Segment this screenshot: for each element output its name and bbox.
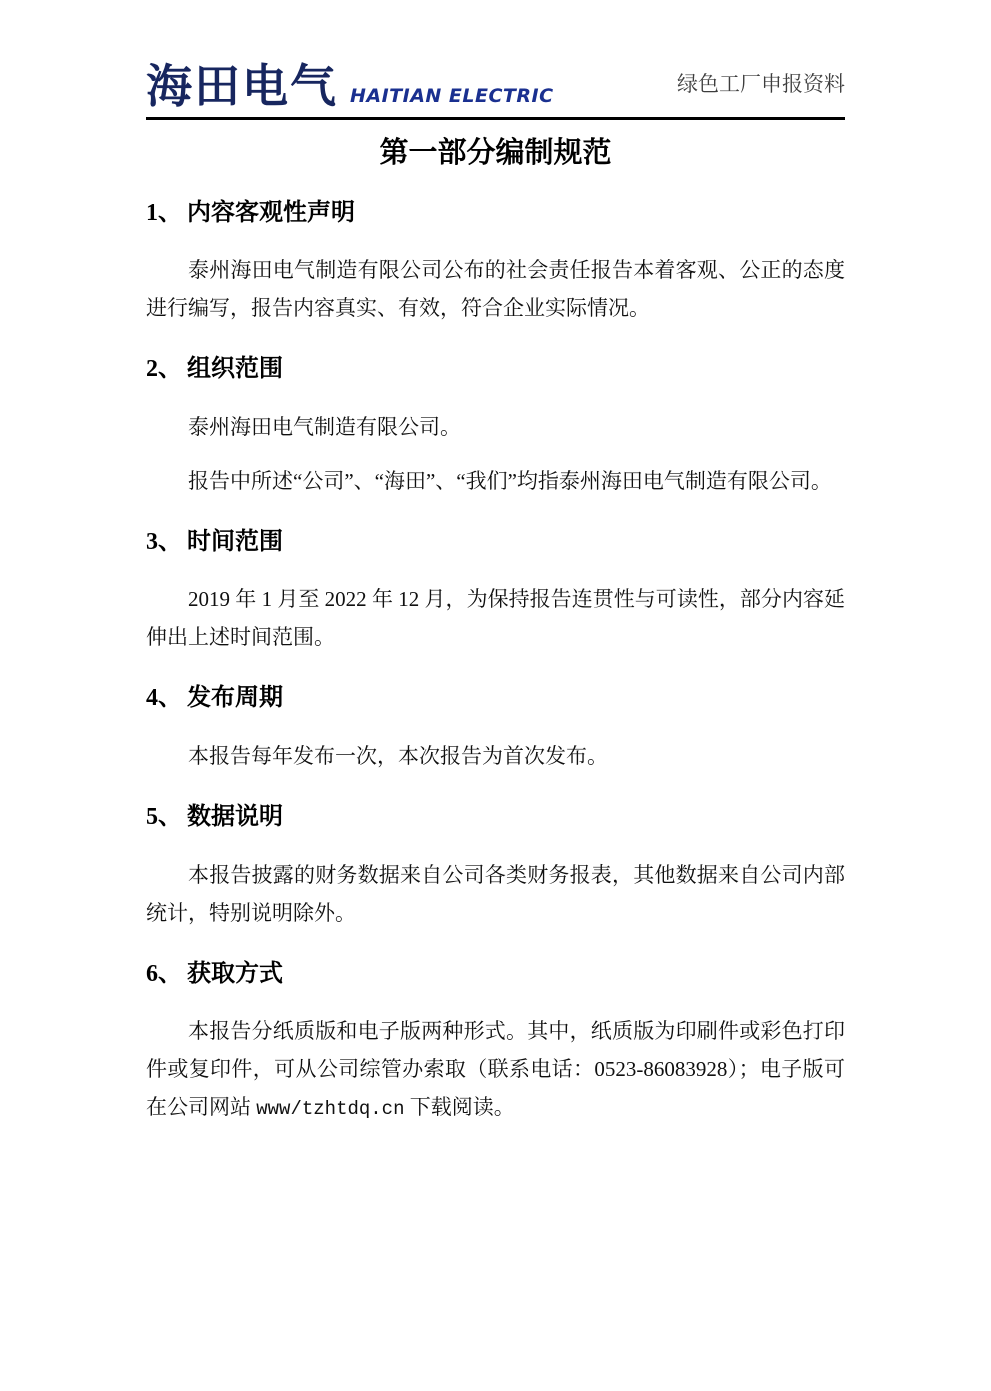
section-3-title: 时间范围	[187, 527, 283, 555]
header-doc-type-label: 绿色工厂申报资料	[677, 72, 845, 96]
page-title: 第一部分编制规范	[379, 136, 612, 169]
section-5-number: 5、	[146, 804, 182, 831]
section-2-number: 2、	[146, 356, 182, 383]
section-4	[146, 684, 845, 775]
section-3	[146, 528, 845, 657]
section-4-title: 发布周期	[187, 684, 283, 712]
section-1-title: 内容客观性声明	[187, 198, 355, 226]
section-2-title: 组织范围	[187, 355, 283, 383]
logo-en-text: HAITIAN ELECTRIC	[350, 84, 554, 107]
section-6-paragraph-text-before: 本报告分纸质版和电子版两种形式。其中，纸质版为印刷件或彩色打印件或复印件，可从公司综管办索取（联系电话：0523-86083928）；电子版可在公司网站	[146, 1019, 845, 1120]
company-logo	[146, 59, 554, 113]
section-3-number: 3、	[146, 528, 182, 555]
section-5-paragraph: 本报告披露的财务数据来自公司各类财务报表，其他数据来自公司内部统计，特别说明除外。	[146, 862, 845, 925]
masthead	[146, 59, 845, 120]
section-4-paragraph: 本报告每年发布一次，本次报告为首次发布。	[188, 744, 608, 769]
section-2-heading	[146, 355, 845, 384]
section-3-paragraph: 2019 年 1 月至 2022 年 12 月，为保持报告连贯性与可读性，部分内容延伸出上述时间范围。	[146, 587, 845, 650]
section-6-paragraph-text-after: 下载阅读。	[404, 1095, 515, 1120]
section-1	[146, 199, 845, 328]
section-6	[146, 960, 845, 1129]
section-3-heading	[146, 528, 845, 557]
section-1-number: 1、	[146, 199, 182, 226]
section-6-number: 6、	[146, 960, 182, 987]
logo-cn-text: 海田电气	[146, 59, 338, 113]
section-4-heading	[146, 684, 845, 713]
section-5	[146, 803, 845, 932]
section-6-paragraph	[146, 1012, 845, 1128]
company-website-url: www/tzhtdq.cn	[256, 1098, 405, 1121]
section-2-paragraph-2: 报告中所述“公司”、“海田”、“我们”均指泰州海田电气制造有限公司。	[188, 468, 832, 493]
section-2	[146, 355, 845, 500]
section-4-number: 4、	[146, 685, 182, 712]
section-5-heading	[146, 803, 845, 832]
section-1-heading	[146, 199, 845, 228]
section-1-paragraph: 泰州海田电气制造有限公司公布的社会责任报告本着客观、公正的态度进行编写，报告内容真实、有效，符合企业实际情况。	[146, 258, 845, 321]
section-2-paragraph-1: 泰州海田电气制造有限公司。	[188, 414, 461, 439]
section-6-title: 获取方式	[187, 959, 283, 987]
section-5-title: 数据说明	[187, 803, 283, 831]
section-6-heading	[146, 960, 845, 989]
